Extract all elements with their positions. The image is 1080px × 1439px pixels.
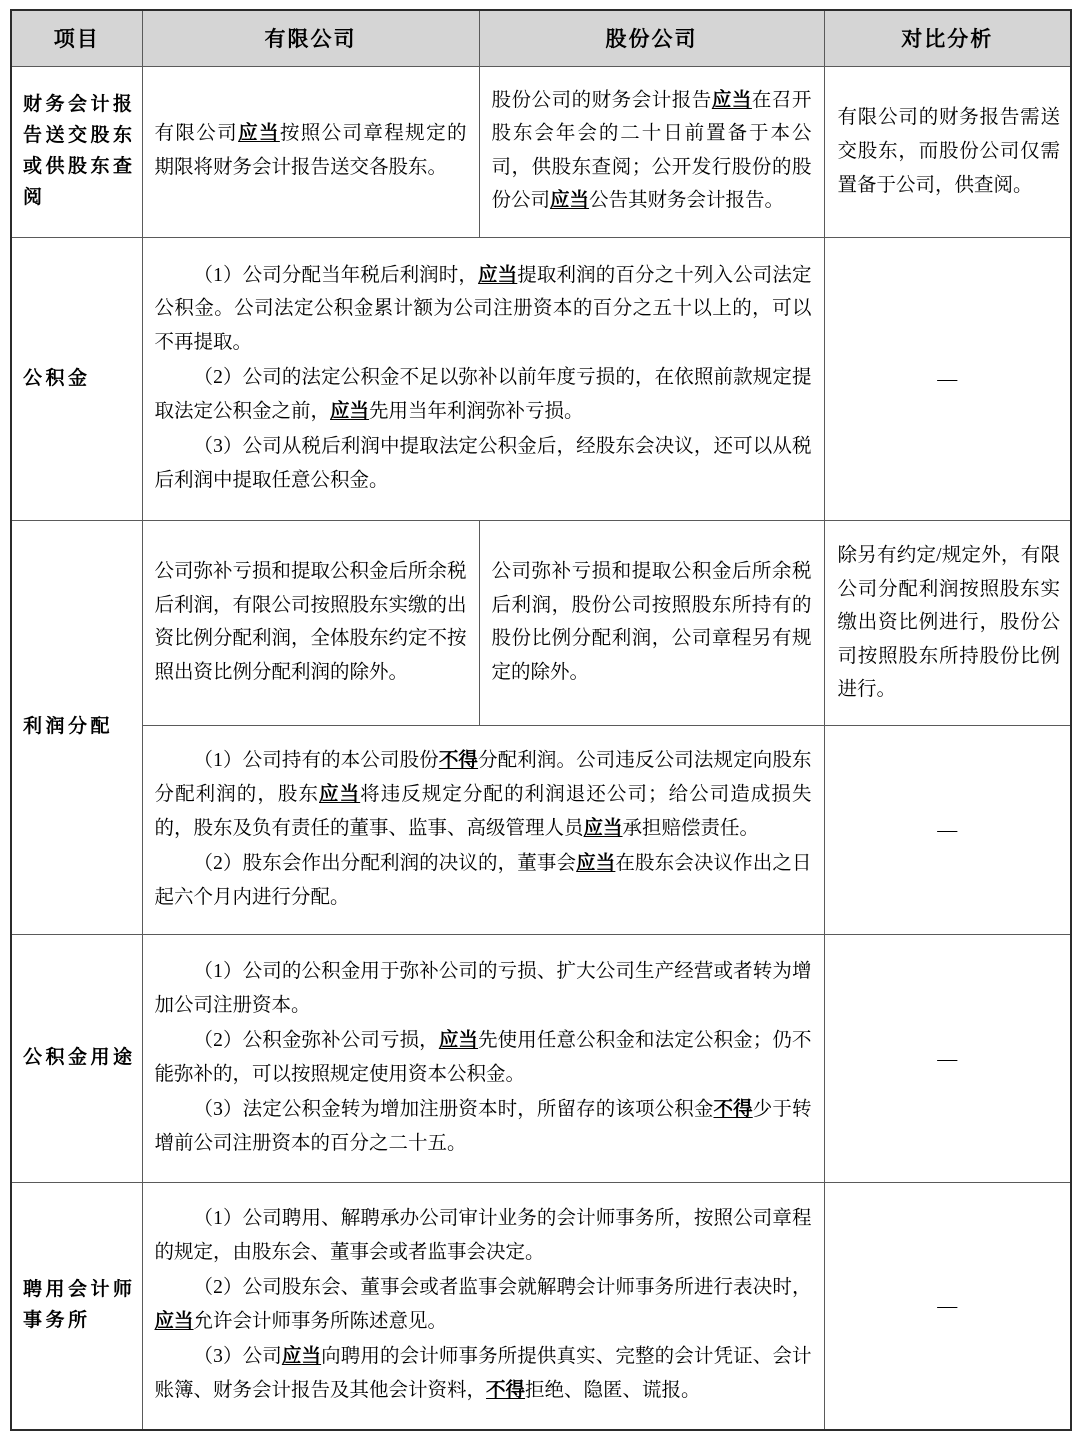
- column-header-item: 项目: [11, 10, 142, 66]
- emphasized-term: 应当: [281, 1346, 322, 1368]
- row-label-reserve-fund: 公积金: [11, 238, 142, 521]
- table-body: [11, 66, 1071, 1430]
- numbered-clause: （2）股东会作出分配利润的决议的，董事会应当在股东会决议作出之日起六个月内进行分配。: [154, 853, 812, 908]
- header-row: [11, 10, 1071, 66]
- company-comparison-table: [10, 9, 1072, 1431]
- table-header: [11, 10, 1071, 66]
- table-row: [11, 520, 1071, 725]
- table-row: [11, 726, 1071, 935]
- emphasized-term: 应当: [330, 400, 370, 422]
- emphasized-term: 应当: [438, 1030, 479, 1052]
- cell-merged-reserve-fund: [142, 238, 824, 521]
- row-label-financial-report: 财务会计报告送交股东或供股东查阅: [11, 66, 142, 238]
- numbered-clause: （2）公司股东会、董事会或者监事会就解聘会计师事务所进行表决时，应当允许会计师事务所陈述意见。: [154, 1277, 812, 1332]
- cell-joint-financial-report: [479, 66, 824, 238]
- emphasized-term: 应当: [583, 817, 623, 839]
- row-label-profit-distribution: 利润分配: [11, 520, 142, 935]
- numbered-clause: （1）公司的公积金用于弥补公司的亏损、扩大公司生产经营或者转为增加公司注册资本。: [154, 961, 812, 1016]
- cell-comparison-reserve-fund-usage: —: [824, 935, 1071, 1182]
- numbered-clause: （3）公司应当向聘用的会计师事务所提供真实、完整的会计凭证、会计账簿、财务会计报告及其他会计资料，不得拒绝、隐匿、谎报。: [154, 1346, 812, 1401]
- cell-comparison-financial-report: 有限公司的财务报告需送交股东，而股份公司仅需置备于公司，供查阅。: [824, 66, 1071, 238]
- table-row: [11, 1182, 1071, 1430]
- emphasized-term: 应当: [478, 264, 518, 286]
- emphasized-term: 应当: [550, 190, 590, 212]
- cell-limited-financial-report: [142, 66, 479, 238]
- emphasized-term: 应当: [154, 1310, 194, 1332]
- cell-comparison-hire-accounting-firm: —: [824, 1182, 1071, 1430]
- emphasized-term: 应当: [711, 89, 752, 111]
- cell-limited-profit-distribution: [142, 520, 479, 725]
- table-row: [11, 66, 1071, 238]
- emphasized-term: 应当: [319, 783, 361, 805]
- column-header-limited-company: 有限公司: [142, 10, 479, 66]
- emphasized-term: 不得: [438, 750, 479, 772]
- numbered-clause: （1）公司聘用、解聘承办公司审计业务的会计师事务所，按照公司章程的规定，由股东会、董事会或者监事会决定。: [154, 1208, 812, 1263]
- paragraph: 公司弥补亏损和提取公积金后所余税后利润，有限公司按照股东实缴的出资比例分配利润，全体股东约定不按照出资比例分配利润的除外。: [154, 560, 467, 683]
- table-row: [11, 935, 1071, 1182]
- emphasized-term: 应当: [238, 123, 280, 145]
- table-row: [11, 238, 1071, 521]
- emphasized-term: 不得: [713, 1099, 753, 1121]
- column-header-comparison: 对比分析: [824, 10, 1071, 66]
- numbered-clause: （2）公司的法定公积金不足以弥补以前年度亏损的，在依照前款规定提取法定公积金之前，应当先用当年利润弥补亏损。: [154, 367, 812, 422]
- cell-comparison-reserve-fund: —: [824, 238, 1071, 521]
- emphasized-term: 不得: [486, 1379, 526, 1401]
- emphasized-term: 应当: [576, 853, 616, 875]
- numbered-clause: （2）公积金弥补公司亏损，应当先使用任意公积金和法定公积金；仍不能弥补的，可以按照规定使用资本公积金。: [154, 1030, 812, 1085]
- numbered-clause: （1）公司持有的本公司股份不得分配利润。公司违反公司法规定向股东分配利润的，股东应当将违反规定分配的利润退还公司；给公司造成损失的，股东及负有责任的董事、监事、高级管理人员应当承担赔偿责任。: [154, 750, 812, 839]
- cell-joint-profit-distribution: [479, 520, 824, 725]
- paragraph: 股份公司的财务会计报告应当在召开股东会年会的二十日前置备于本公司，供股东查阅；公开发行股份的股份公司应当公告其财务会计报告。: [491, 89, 812, 212]
- cell-merged-hire-accounting-firm: [142, 1182, 824, 1430]
- cell-merged-reserve-fund-usage: [142, 935, 824, 1182]
- column-header-joint-stock-company: 股份公司: [479, 10, 824, 66]
- row-label-hire-accounting-firm: 聘用会计师事务所: [11, 1182, 142, 1430]
- row-label-reserve-fund-usage: 公积金用途: [11, 935, 142, 1182]
- cell-comparison-profit-distribution: 除另有约定/规定外，有限公司分配利润按照股东实缴出资比例进行，股份公司按照股东所持股份比例进行。: [824, 520, 1071, 725]
- paragraph: 公司弥补亏损和提取公积金后所余税后利润，股份公司按照股东所持有的股份比例分配利润，公司章程另有规定的除外。: [491, 560, 812, 683]
- cell-comparison-profit-distribution-rules: —: [824, 726, 1071, 935]
- numbered-clause: （1）公司分配当年税后利润时，应当提取利润的百分之十列入公司法定公积金。公司法定公积金累计额为公司注册资本的百分之五十以上的，可以不再提取。: [154, 264, 812, 353]
- cell-merged-profit-distribution-rules: [142, 726, 824, 935]
- numbered-clause: （3）公司从税后利润中提取法定公积金后，经股东会决议，还可以从税后利润中提取任意公积金。: [154, 436, 812, 491]
- paragraph: 有限公司应当按照公司章程规定的期限将财务会计报告送交各股东。: [154, 123, 467, 178]
- numbered-clause: （3）法定公积金转为增加注册资本时，所留存的该项公积金不得少于转增前公司注册资本的百分之二十五。: [154, 1099, 812, 1154]
